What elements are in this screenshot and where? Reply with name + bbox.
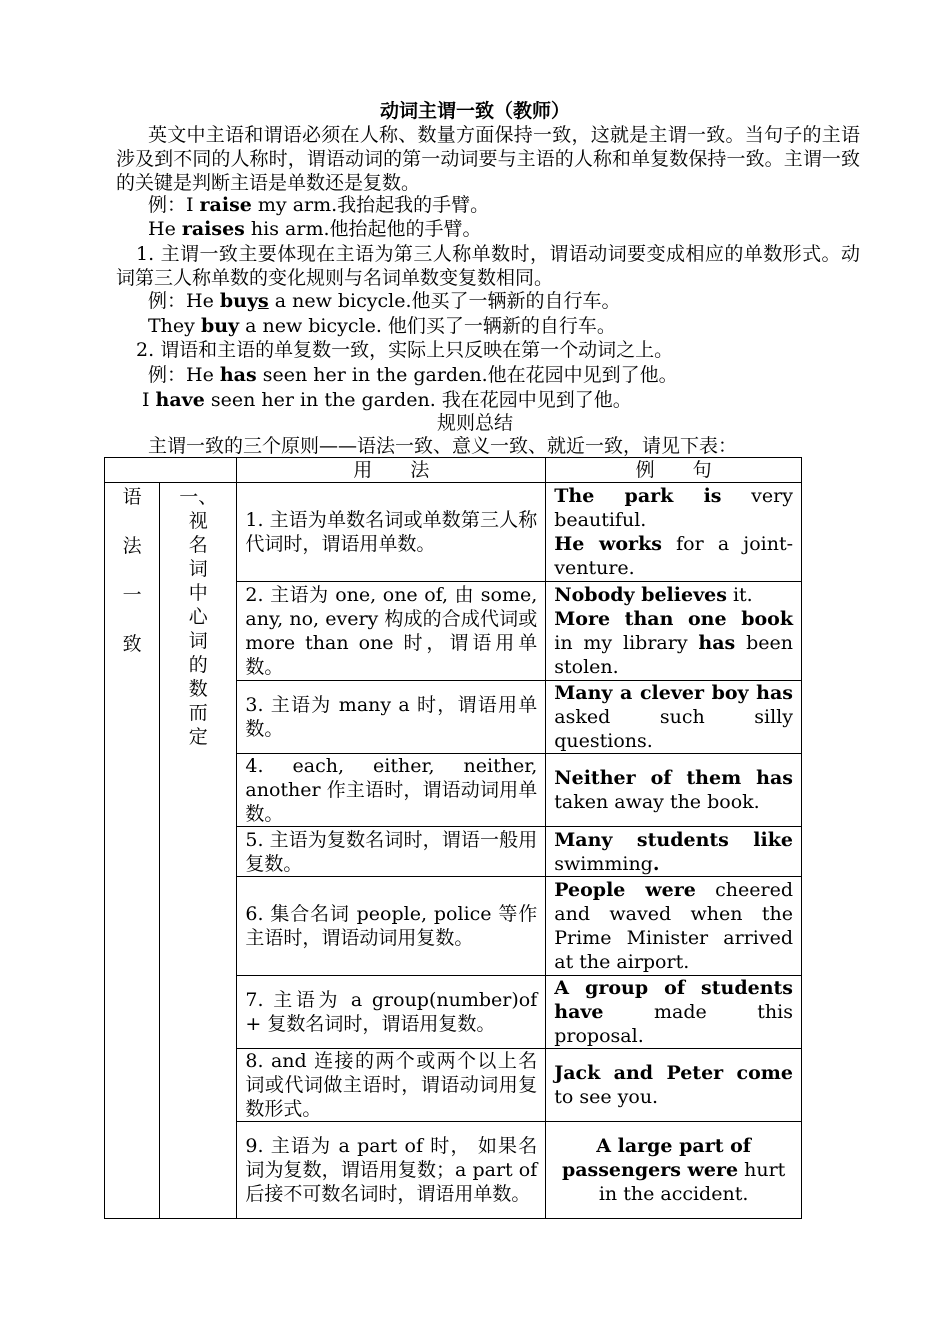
table-header-row	[105, 458, 802, 483]
rules-table	[104, 457, 802, 1219]
category-grammar-agreement: 语 法 一 致	[105, 483, 160, 1219]
example-cell: Jack and Peter come to see you.	[546, 1049, 802, 1122]
example-line: I have seen her in the garden. 我在花园中见到了他。	[142, 389, 632, 411]
header-usage: 用 法	[237, 458, 546, 483]
example-cell: People were cheered and waved when the Prime Minister arrived at the airport.	[546, 877, 802, 976]
rule-cell: 3. 主语为 many a 时，谓语用单数。	[237, 681, 546, 754]
example-line: 例：I raise my arm.我抬起我的手臂。	[148, 194, 490, 216]
rule-cell: 4. each, either, neither, another 作主语时，谓语动词用单数。	[237, 754, 546, 827]
point-two-line: 2. 谓语和主语的单复数一致，实际上只反映在第一个动词之上。	[136, 339, 674, 361]
rule-cell: 2. 主语为 one, one of, 由 some, any, no, every 构成的合成代词或 more than one 时，谓语用单数。	[237, 582, 546, 681]
rule-cell: 8. and 连接的两个或两个以上名词或代词做主语时，谓语动词用复数形式。	[237, 1049, 546, 1122]
example-cell: Nobody believes it. More than one book in my library has been stolen.	[546, 582, 802, 681]
rule-cell: 5. 主语为复数名词时，谓语一般用复数。	[237, 827, 546, 877]
point-one-paragraph: 1. 主谓一致主要体现在主语为第三人称单数时，谓语动词要变成相应的单数形式。动词第三人称单数的变化规则与名词单数变复数相同。	[116, 243, 860, 289]
subcategory-noun-head: 一、 视 名 词 中 心 词 的 数 而 定	[160, 483, 237, 1219]
rule-cell: 9. 主语为 a part of 时， 如果名词为复数，谓语用复数；a part of 后接不可数名词时，谓语用单数。	[237, 1122, 546, 1219]
example-cell: The park is very beautiful. He works for a joint-venture.	[546, 483, 802, 582]
summary-heading: 规则总结	[436, 412, 513, 434]
example-line: 例：He has seen her in the garden.他在花园中见到了他。	[148, 364, 678, 386]
rule-cell: 7. 主语为 a group(number)of + 复数名词时，谓语用复数。	[237, 976, 546, 1049]
rule-cell: 1. 主语为单数名词或单数第三人称代词时，谓语用单数。	[237, 483, 546, 582]
rule-cell: 6. 集合名词 people, police 等作主语时，谓语动词用复数。	[237, 877, 546, 976]
example-cell: A large part of passengers were hurt in the accident.	[546, 1122, 802, 1219]
example-cell: Many students like swimming.	[546, 827, 802, 877]
document-title: 动词主谓一致（教师）	[379, 100, 570, 122]
intro-paragraph: 英文中主语和谓语必须在人称、数量方面保持一致，这就是主谓一致。当句子的主语涉及到不同的人称时，谓语动词的第一动词要与主语的人称和单复数保持一致。主谓一致的关键是判断主语是单数还是复数。	[116, 124, 860, 194]
summary-intro: 主谓一致的三个原则——语法一致、意义一致、就近一致，请见下表：	[148, 435, 738, 457]
header-blank-cell	[105, 458, 237, 483]
example-line: He raises his arm.他抬起他的手臂。	[148, 218, 482, 240]
example-cell: Neither of them has taken away the book.	[546, 754, 802, 827]
header-example: 例 句	[546, 458, 802, 483]
example-cell: Many a clever boy has asked such silly questions.	[546, 681, 802, 754]
example-line: 例：He buys a new bicycle.他买了一辆新的自行车。	[148, 290, 621, 312]
example-cell: A group of students have made this proposal.	[546, 976, 802, 1049]
example-line: They buy a new bicycle. 他们买了一辆新的自行车。	[148, 315, 616, 337]
table-row	[105, 483, 802, 582]
